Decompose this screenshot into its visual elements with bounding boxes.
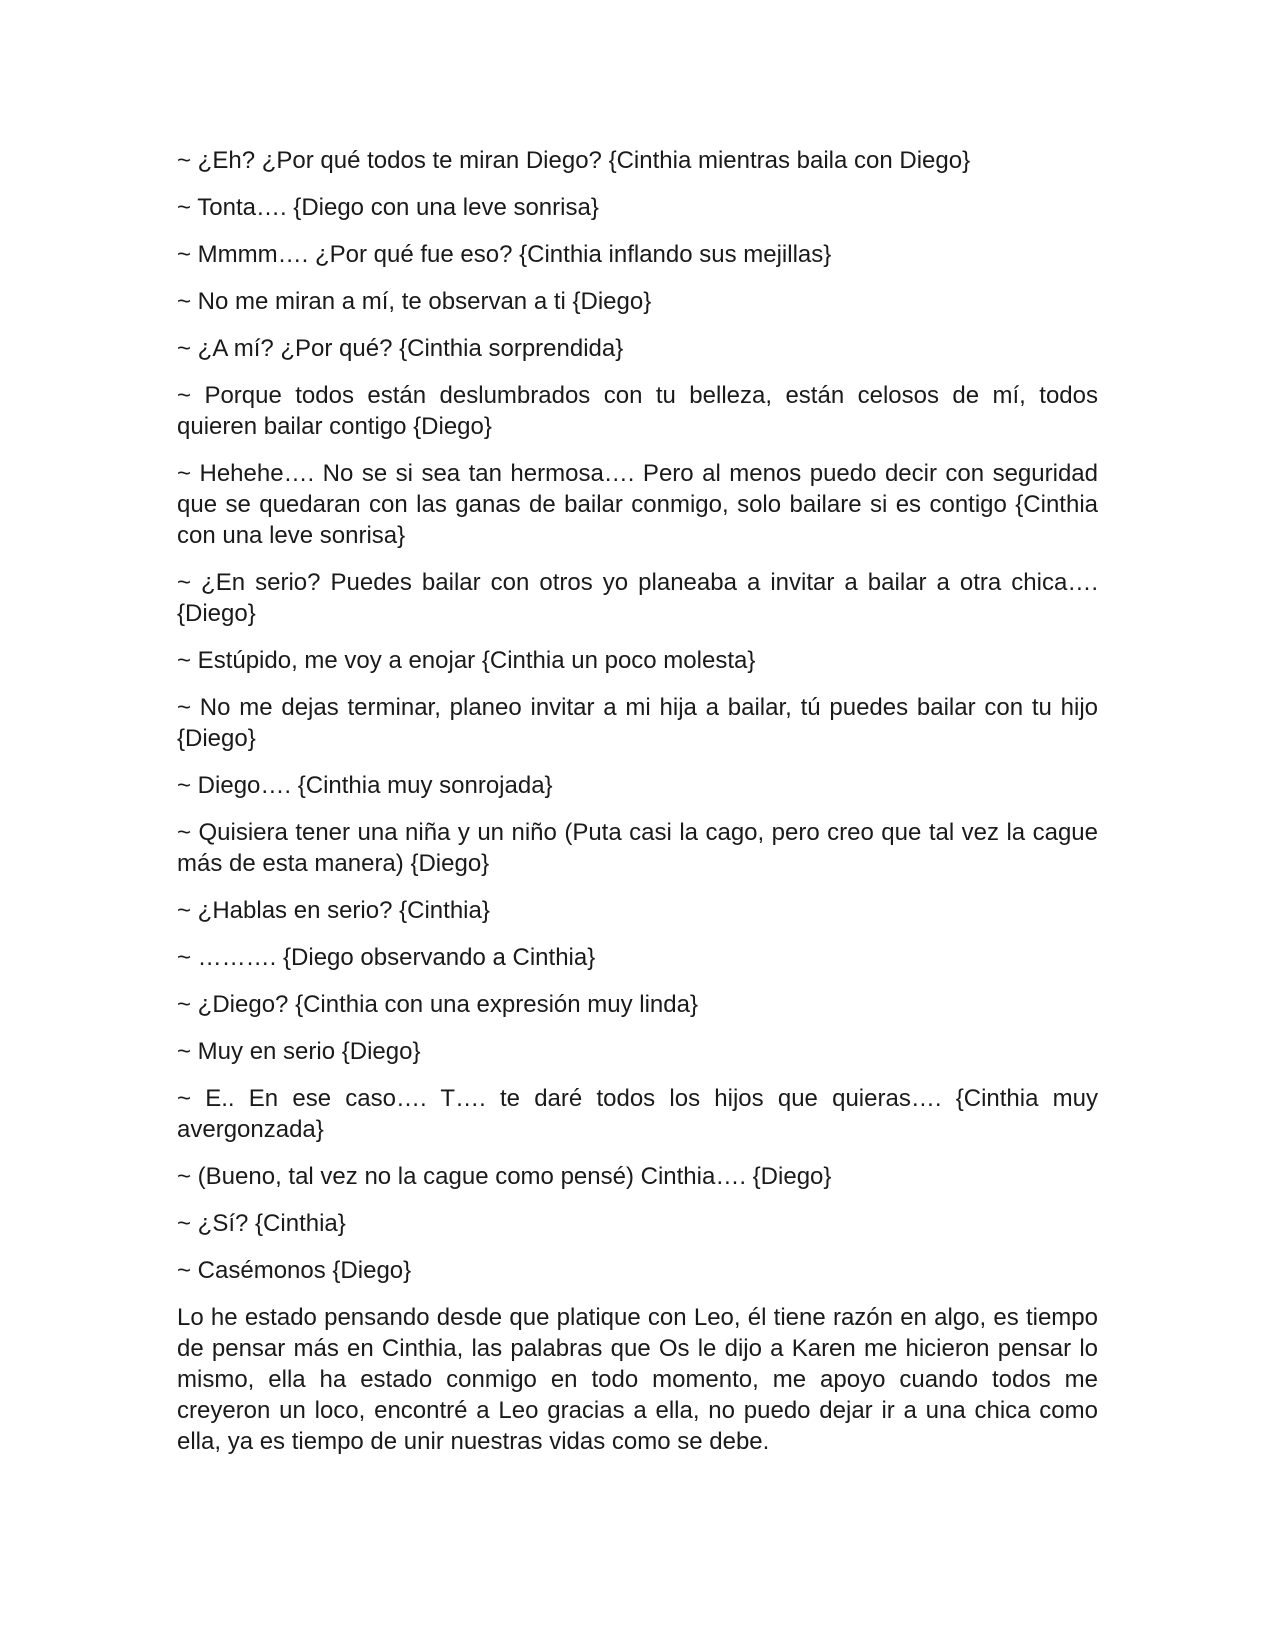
dialogue-line: ~ E.. En ese caso…. T…. te daré todos los hijos que quieras…. {Cinthia muy avergonzada} bbox=[177, 1085, 1098, 1143]
dialogue-line: ~ ¿Hablas en serio? {Cinthia} bbox=[177, 897, 490, 924]
dialogue-line: ~ Mmmm…. ¿Por qué fue eso? {Cinthia inflando sus mejillas} bbox=[177, 241, 832, 268]
dialogue-line: ~ No me miran a mí, te observan a ti {Diego} bbox=[177, 288, 652, 315]
dialogue-line: ~ ………. {Diego observando a Cinthia} bbox=[177, 944, 596, 971]
dialogue-line: ~ ¿Eh? ¿Por qué todos te miran Diego? {Cinthia mientras baila con Diego} bbox=[177, 147, 971, 174]
dialogue-line: ~ ¿En serio? Puedes bailar con otros yo planeaba a invitar a bailar a otra chica…. {Diego} bbox=[177, 569, 1098, 627]
dialogue-line: ~ Porque todos están deslumbrados con tu belleza, están celosos de mí, todos quieren bailar contigo {Diego} bbox=[177, 382, 1098, 440]
dialogue-line: ~ (Bueno, tal vez no la cague como pensé) Cinthia…. {Diego} bbox=[177, 1163, 832, 1190]
document-body bbox=[177, 145, 1098, 1473]
dialogue-line: ~ No me dejas terminar, planeo invitar a mi hija a bailar, tú puedes bailar con tu hijo {Diego} bbox=[177, 694, 1098, 752]
narrative-paragraph: Lo he estado pensando desde que platique con Leo, él tiene razón en algo, es tiempo de pensar más en Cinthia, las palabras que Os le dijo a Karen me hicieron pensar lo mismo, ella ha estado conmigo en todo momento, me apoyo cuando todos me creyeron un loco, encontré a Leo gracias a ella, no puedo dejar ir a una chica como ella, ya es tiempo de unir nuestras vidas como se debe. bbox=[177, 1304, 1098, 1455]
dialogue-line: ~ Estúpido, me voy a enojar {Cinthia un poco molesta} bbox=[177, 647, 756, 674]
dialogue-line: ~ Quisiera tener una niña y un niño (Puta casi la cago, pero creo que tal vez la cague más de esta manera) {Diego} bbox=[177, 819, 1098, 877]
dialogue-line: ~ Tonta…. {Diego con una leve sonrisa} bbox=[177, 194, 599, 221]
dialogue-line: ~ ¿A mí? ¿Por qué? {Cinthia sorprendida} bbox=[177, 335, 624, 362]
dialogue-line: ~ Hehehe…. No se si sea tan hermosa…. Pero al menos puedo decir con seguridad que se quedaran con las ganas de bailar conmigo, solo bailare si es contigo {Cinthia con una leve sonrisa} bbox=[177, 460, 1098, 549]
dialogue-line: ~ Diego…. {Cinthia muy sonrojada} bbox=[177, 772, 553, 799]
dialogue-line: ~ ¿Diego? {Cinthia con una expresión muy linda} bbox=[177, 991, 698, 1018]
dialogue-line: ~ ¿Sí? {Cinthia} bbox=[177, 1210, 346, 1237]
dialogue-line: ~ Muy en serio {Diego} bbox=[177, 1038, 421, 1065]
dialogue-line: ~ Casémonos {Diego} bbox=[177, 1257, 412, 1284]
